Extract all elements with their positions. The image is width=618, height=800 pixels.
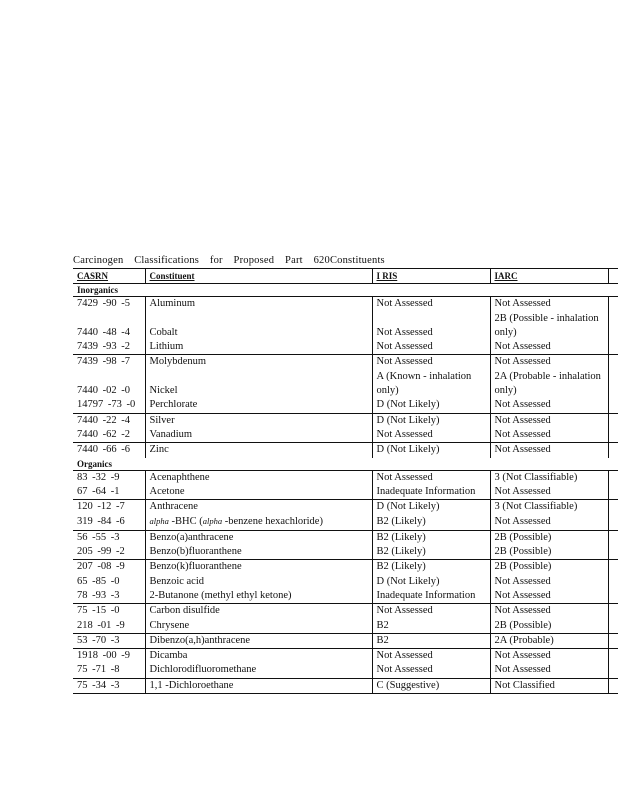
iarc-cell: Not Assessed <box>490 398 608 413</box>
carcinogen-table <box>73 268 618 694</box>
iris-cell: Not Assessed <box>372 663 490 678</box>
cut-cell <box>608 355 618 370</box>
iarc-cell: 2B (Possible) <box>490 530 608 545</box>
column-header-cut <box>608 269 618 284</box>
cut-cell <box>608 575 618 589</box>
iris-cell: C (Suggestive) <box>372 678 490 693</box>
iris-cell: B2 (Likely) <box>372 514 490 530</box>
casrn-cell: 78 -93 -3 <box>77 589 120 601</box>
constituent-cell: Benzo(k)fluoranthene <box>145 560 372 575</box>
section-row <box>73 458 618 471</box>
constituent-cell: Zinc <box>145 443 372 458</box>
table-row <box>73 514 618 530</box>
iarc-cell: Not Assessed <box>490 428 608 443</box>
header-row <box>73 269 618 284</box>
iarc-cell: Not Assessed <box>490 604 608 619</box>
casrn-cell: 120 -12 -7 <box>73 500 145 515</box>
cut-cell <box>608 398 618 413</box>
constituent-cell: Anthracene <box>145 500 372 515</box>
table-row <box>73 470 618 485</box>
cut-cell <box>608 530 618 545</box>
constituent-cell <box>145 514 372 530</box>
casrn-cell: 1918 -00 -9 <box>73 649 145 664</box>
table-row <box>73 619 618 634</box>
casrn-cell: 75 -34 -3 <box>73 678 145 693</box>
constituent-cell: Acenaphthene <box>145 470 372 485</box>
cut-cell <box>608 560 618 575</box>
casrn-cell: 7440 -66 -6 <box>73 443 145 458</box>
iarc-cell: 3 (Not Classifiable) <box>490 470 608 485</box>
table-row <box>73 340 618 355</box>
constituent-cell: 2-Butanone (methyl ethyl ketone) <box>145 589 372 604</box>
iris-cell: D (Not Likely) <box>372 413 490 428</box>
constituent-part: alpha <box>149 516 169 527</box>
casrn-cell: 14797 -73 -0 <box>77 399 136 411</box>
section-row <box>73 284 618 297</box>
table-title: Carcinogen Classifications for Proposed Part 620Constituents <box>73 255 385 266</box>
casrn-cell: 75 -15 -0 <box>73 604 145 619</box>
cut-cell <box>608 649 618 664</box>
constituent-cell: Cobalt <box>145 312 372 341</box>
casrn-cell: 7439 -98 -7 <box>73 355 145 370</box>
table-row <box>73 633 618 648</box>
cut-cell <box>608 428 618 443</box>
table-row <box>73 443 618 458</box>
table-row <box>73 575 618 589</box>
document-page <box>73 254 618 694</box>
cut-cell <box>608 340 618 355</box>
casrn-cell: 53 -70 -3 <box>73 633 145 648</box>
iarc-cell: Not Assessed <box>490 297 608 312</box>
casrn-cell: 7440 -22 -4 <box>73 413 145 428</box>
constituent-cell: Vanadium <box>145 428 372 443</box>
iris-cell: B2 (Likely) <box>372 560 490 575</box>
iarc-cell: 2B (Possible - inhalation only) <box>490 312 608 341</box>
table-row <box>73 398 618 413</box>
table-row <box>73 312 618 341</box>
iris-cell: Inadequate Information <box>372 485 490 500</box>
iarc-cell: 2A (Probable) <box>490 633 608 648</box>
iris-cell: A (Known - inhalation only) <box>372 370 490 399</box>
table-row <box>73 649 618 664</box>
iris-cell: B2 (Likely) <box>372 530 490 545</box>
constituent-part: -BHC ( <box>168 516 203 528</box>
casrn-cell: 65 -85 -0 <box>77 575 120 587</box>
iarc-cell: 2A (Probable - inhalation only) <box>490 370 608 399</box>
iris-cell: Not Assessed <box>372 470 490 485</box>
table-row <box>73 604 618 619</box>
cut-cell <box>608 470 618 485</box>
iris-cell: D (Not Likely) <box>372 443 490 458</box>
casrn-cell: 319 -84 -6 <box>77 516 125 528</box>
iris-cell: Inadequate Information <box>372 589 490 604</box>
cut-cell <box>608 678 618 693</box>
cut-cell <box>608 312 618 341</box>
casrn-cell: 218 -01 -9 <box>77 619 125 631</box>
constituent-cell: Chrysene <box>145 619 372 634</box>
table-row <box>73 589 618 604</box>
iris-cell: B2 (Likely) <box>372 545 490 560</box>
iarc-cell: Not Assessed <box>490 663 608 678</box>
constituent-cell: Benzoic acid <box>145 575 372 589</box>
iarc-cell: Not Assessed <box>490 355 608 370</box>
cut-cell <box>608 514 618 530</box>
cut-cell <box>608 663 618 678</box>
table-row <box>73 500 618 515</box>
constituent-cell: 1,1 -Dichloroethane <box>145 678 372 693</box>
cut-cell <box>608 370 618 399</box>
cut-cell <box>608 297 618 312</box>
iris-cell: Not Assessed <box>372 340 490 355</box>
constituent-cell: Silver <box>145 413 372 428</box>
constituent-cell: Molybdenum <box>145 355 372 370</box>
column-header-constituent: Constituent <box>145 269 372 284</box>
constituent-cell: Carbon disulfide <box>145 604 372 619</box>
constituent-cell: Aluminum <box>145 297 372 312</box>
constituent-cell: Dibenzo(a,h)anthracene <box>145 633 372 648</box>
iris-cell: D (Not Likely) <box>372 575 490 589</box>
column-header-casrn: CASRN <box>73 269 145 284</box>
table-row <box>73 413 618 428</box>
table-row <box>73 560 618 575</box>
iarc-cell: Not Assessed <box>490 485 608 500</box>
cut-cell <box>608 589 618 604</box>
constituent-part: alpha <box>202 516 223 527</box>
iarc-cell: 2B (Possible) <box>490 560 608 575</box>
section-label: Organics <box>77 458 112 469</box>
table-row <box>73 678 618 693</box>
casrn-cell: 67 -64 -1 <box>77 485 120 497</box>
iris-cell: D (Not Likely) <box>372 500 490 515</box>
iarc-cell: Not Assessed <box>490 514 608 530</box>
iris-cell: B2 <box>372 633 490 648</box>
column-header-iris: I RIS <box>372 269 490 284</box>
constituent-cell: Acetone <box>145 485 372 500</box>
iarc-cell: Not Assessed <box>490 413 608 428</box>
constituent-cell: Dicamba <box>145 649 372 664</box>
constituent-cell: Dichlorodifluoromethane <box>145 663 372 678</box>
iarc-cell: Not Assessed <box>490 443 608 458</box>
constituent-cell: Benzo(b)fluoranthene <box>145 545 372 560</box>
iris-cell: Not Assessed <box>372 604 490 619</box>
table-row <box>73 485 618 500</box>
table-row <box>73 530 618 545</box>
table-row <box>73 545 618 560</box>
iarc-cell: 2B (Possible) <box>490 545 608 560</box>
iarc-cell: Not Assessed <box>490 649 608 664</box>
iris-cell: Not Assessed <box>372 428 490 443</box>
table-row <box>73 297 618 312</box>
table-row <box>73 370 618 399</box>
iarc-cell: Not Classified <box>490 678 608 693</box>
constituent-cell: Perchlorate <box>145 398 372 413</box>
section-label: Inorganics <box>77 285 119 296</box>
iris-cell: Not Assessed <box>372 297 490 312</box>
casrn-cell: 205 -99 -2 <box>77 546 125 558</box>
iarc-cell: Not Assessed <box>490 340 608 355</box>
casrn-cell: 7429 -90 -5 <box>73 297 145 312</box>
iarc-cell: 3 (Not Classifiable) <box>490 500 608 515</box>
iris-cell: Not Assessed <box>372 312 490 341</box>
iarc-cell: 2B (Possible) <box>490 619 608 634</box>
casrn-cell: 7439 -93 -2 <box>77 341 130 353</box>
constituent-cell: Benzo(a)anthracene <box>145 530 372 545</box>
iris-cell: B2 <box>372 619 490 634</box>
cut-cell <box>608 545 618 560</box>
table-row <box>73 355 618 370</box>
cut-cell <box>608 604 618 619</box>
cut-cell <box>608 485 618 500</box>
cut-cell <box>608 500 618 515</box>
iris-cell: Not Assessed <box>372 355 490 370</box>
constituent-cell: Lithium <box>145 340 372 355</box>
cut-cell <box>608 619 618 634</box>
casrn-cell: 7440 -02 -0 <box>77 385 130 397</box>
casrn-cell: 75 -71 -8 <box>77 664 120 676</box>
iris-cell: Not Assessed <box>372 649 490 664</box>
iarc-cell: Not Assessed <box>490 575 608 589</box>
column-header-iarc: IARC <box>490 269 608 284</box>
cut-cell <box>608 443 618 458</box>
constituent-cell: Nickel <box>145 370 372 399</box>
table-row <box>73 428 618 443</box>
cut-cell <box>608 633 618 648</box>
casrn-cell: 56 -55 -3 <box>73 530 145 545</box>
casrn-cell: 207 -08 -9 <box>73 560 145 575</box>
cut-cell <box>608 413 618 428</box>
iarc-cell: Not Assessed <box>490 589 608 604</box>
casrn-cell: 7440 -62 -2 <box>77 428 130 440</box>
casrn-cell: 7440 -48 -4 <box>77 326 130 338</box>
iris-cell: D (Not Likely) <box>372 398 490 413</box>
constituent-part: -benzene hexachloride) <box>222 516 323 528</box>
table-row <box>73 663 618 678</box>
casrn-cell: 83 -32 -9 <box>73 470 145 485</box>
